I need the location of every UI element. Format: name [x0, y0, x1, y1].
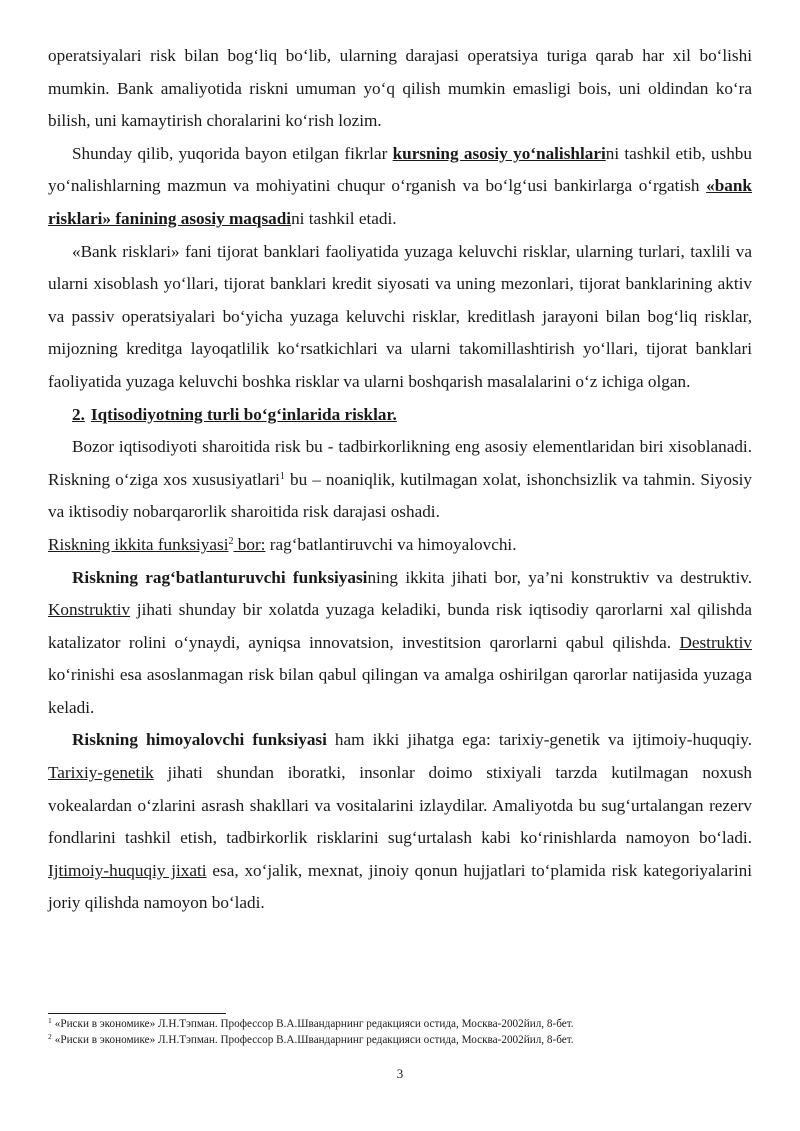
paragraph-4-text-2: bu – noaniqlik, kutilmagan xolat, ishonchsizlik va tahmin. Siyosiy va iktisodiy nobarqarorlik sharoitida risk darajasi oshadi. [48, 469, 753, 522]
footnote-separator [48, 1013, 226, 1014]
footnote-1 [48, 1017, 752, 1033]
paragraph-7-text-3: esa, xo‘jalik, mexnat, jinoiy qonun hujjatlari to‘plamida risk kategoriyalarini joriy qilishda namoyon bo‘ladi. [48, 860, 752, 913]
risk-functions-label: Riskning ikkita funksiyasi [48, 534, 229, 554]
paragraph-2 [48, 138, 752, 236]
paragraph-6-text-1: ning ikkita jihati bor, ya’ni konstruktiv va destruktiv. [367, 567, 752, 587]
footnote-2 [48, 1033, 752, 1049]
paragraph-5-text: rag‘batlantiruvchi va himoyalovchi. [265, 534, 517, 554]
page-number: 3 [396, 1066, 404, 1081]
paragraph-1-text: operatsiyalari risk bilan bog‘liq bo‘lib, ularning darajasi operatsiya turiga qarab har xil bo‘lishi mumkin. Bank amaliyotida riskni umuman yo‘q qilish mumkin emasligi bois, uni oldindan ko‘ra bilish, uni kamaytirish choralarini ko‘rish lozim. [48, 46, 752, 131]
paragraph-7-text-2: jihati shundan iboratki, insonlar doimo stixiyali tarzda kutilmagan noxush vokealardan o‘zlarini asrash shakllari va vositalarini izlaydilar. Amaliyotda bu sug‘urtalangan rezerv fondlarini tashkil etish, tadbirkorlik risklarini sug‘urtalash kabi ko‘rinishlarda namoyon bo‘ladi. [48, 763, 752, 848]
paragraph-4 [48, 431, 752, 529]
destructive-term: Destruktiv [679, 632, 752, 652]
constructive-term: Konstruktiv [48, 600, 131, 620]
paragraph-7-text-1: ham ikki jihatga ega: tarixiy-genetik va ijtimoiy-huquqiy. [326, 730, 752, 750]
course-directions-emphasis: kursning asosiy yo‘nalishlari [392, 143, 606, 163]
section-number: 2. [72, 404, 85, 424]
paragraph-7 [48, 724, 752, 920]
historical-genetic-term: Tarixiy-genetik [48, 763, 154, 783]
paragraph-2-text-2: ni tashkil etib, ushbu yo‘nalishlarning mazmun va mohiyatini chuqur o‘rganish va bo‘lg‘usi bankirlarga o‘rgatish [48, 143, 752, 196]
paragraph-6-text-2: jihati shunday bir xolatda yuzaga keladiki, bunda risk iqtisodiy qarorlarni xal qilishda katalizator rolini o‘ynaydi, ayniqsa innovatsion, investitsion qarorlarni qabul qilishda. [48, 600, 752, 652]
footnote-ref-1[interactable]: 1 [279, 470, 285, 482]
paragraph-3-text: «Bank risklari» fani tijorat banklari faoliyatida yuzaga keluvchi risklar, ularning turlari, taxlili va ularni xisoblash yo‘llari, tijorat banklari kredit siyosati va uning mezonlari, tijorat banklarining aktiv va passiv operatsiyalari bo‘yicha yuzaga keluvchi risklar, kreditlash jarayoni bilan bog‘liq risklar, mijozning kreditga layoqatlilik ko‘rsatkichlari va ularni takomillashtirish yo‘llari, tijorat banklari faoliyatida yuzaga keluvchi boshka risklar va ularni boshqarish masalalarini o‘z ichiga olgan. [48, 241, 752, 391]
paragraph-4-text-1: Bozor iqtisodiyoti sharoitida risk bu - tadbirkorlikning eng asosiy elementlaridan biri xisoblanadi. Riskning o‘ziga xos xususiyatlari [48, 437, 752, 489]
subject-goal-emphasis: «bank risklari» fanining asosiy maqsadi [48, 176, 752, 228]
footnote-1-text: «Риски в экономике» Л.Н.Тэпман. Профессор В.А.Швандарнинг редакцияси остида, Москва-2002йил, 8-бет. [54, 1018, 574, 1030]
paragraph-2-text-1: Shunday qilib, yuqorida bayon etilgan fikrlar [72, 143, 393, 163]
document-body [48, 40, 752, 920]
section-title: Iqtisodiyotning turli bo‘g‘inlarida risklar. [90, 404, 397, 424]
paragraph-5 [48, 529, 752, 562]
footnote-2-mark: 2 [48, 1031, 52, 1041]
protective-function-term: Riskning himoyalovchi funksiyasi [72, 730, 327, 750]
paragraph-3 [48, 236, 752, 399]
footnote-2-text: «Риски в экономике» Л.Н.Тэпман. Профессор В.А.Швандарнинг редакцияси остида, Москва-2002йил, 8-бет. [54, 1033, 574, 1046]
section-heading [48, 399, 752, 432]
paragraph-6-text-3: ko‘rinishi esa asoslanmagan risk bilan qabul qilingan va amalga oshirilgan qarorlar natijasida yuzaga keladi. [48, 665, 752, 717]
socio-legal-term: Ijtimoiy-huquqiy jixati [48, 860, 207, 880]
paragraph-2-text-3: ni tashkil etadi. [291, 208, 397, 228]
paragraph-1 [48, 40, 752, 138]
footnote-1-mark: 1 [48, 1016, 52, 1025]
risk-functions-bor: bor: [233, 534, 266, 554]
paragraph-6 [48, 562, 752, 725]
footnotes [48, 1013, 752, 1048]
stimulating-function-term: Riskning rag‘batlanturuvchi funksiyasi [72, 567, 368, 587]
footnote-ref-2[interactable]: 2 [228, 535, 234, 547]
